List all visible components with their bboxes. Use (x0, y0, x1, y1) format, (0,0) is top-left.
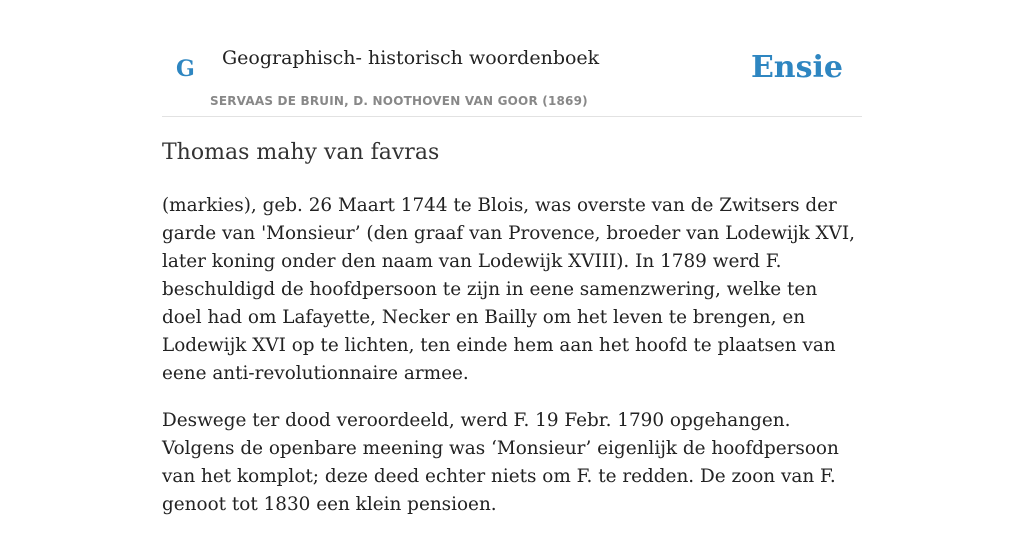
book-author-line: SERVAAS DE BRUIN, D. NOOTHOVEN VAN GOOR (1869) (210, 94, 588, 108)
entry-paragraph: (markies), geb. 26 Maart 1744 te Blois, was overste van de Zwitsers der garde van 'Monsieur’ (den graaf van Provence, broeder van Lodewijk XVI, later koning onder den naam van Lodewijk XVIII). In 1789 werd F. beschuldigd de hoofdpersoon te zijn in eene samenzwering, welke ten doel had om Lafayette, Necker en Bailly om het leven te brengen, en Lodewijk XVI op te lichten, ten einde hem aan het hoofd te plaatsen van eene anti-revolutionnaire armee. (162, 195, 855, 384)
entry-body (162, 192, 862, 538)
book-title[interactable]: Geographisch- historisch woordenboek (222, 47, 600, 69)
ensie-logo[interactable]: Ensie (750, 50, 843, 85)
book-header (162, 40, 862, 117)
book-letter-badge[interactable]: G (176, 56, 195, 82)
entry-headword: Thomas mahy van favras (162, 140, 440, 165)
entry-paragraph: Deswege ter dood veroordeeld, werd F. 19 Febr. 1790 opgehangen. Volgens de openbare meening was ‘Monsieur’ eigenlijk de hoofdpersoon van het komplot; deze deed echter niets om F. te redden. De zoon van F. genoot tot 1830 een klein pensioen. (162, 410, 839, 515)
